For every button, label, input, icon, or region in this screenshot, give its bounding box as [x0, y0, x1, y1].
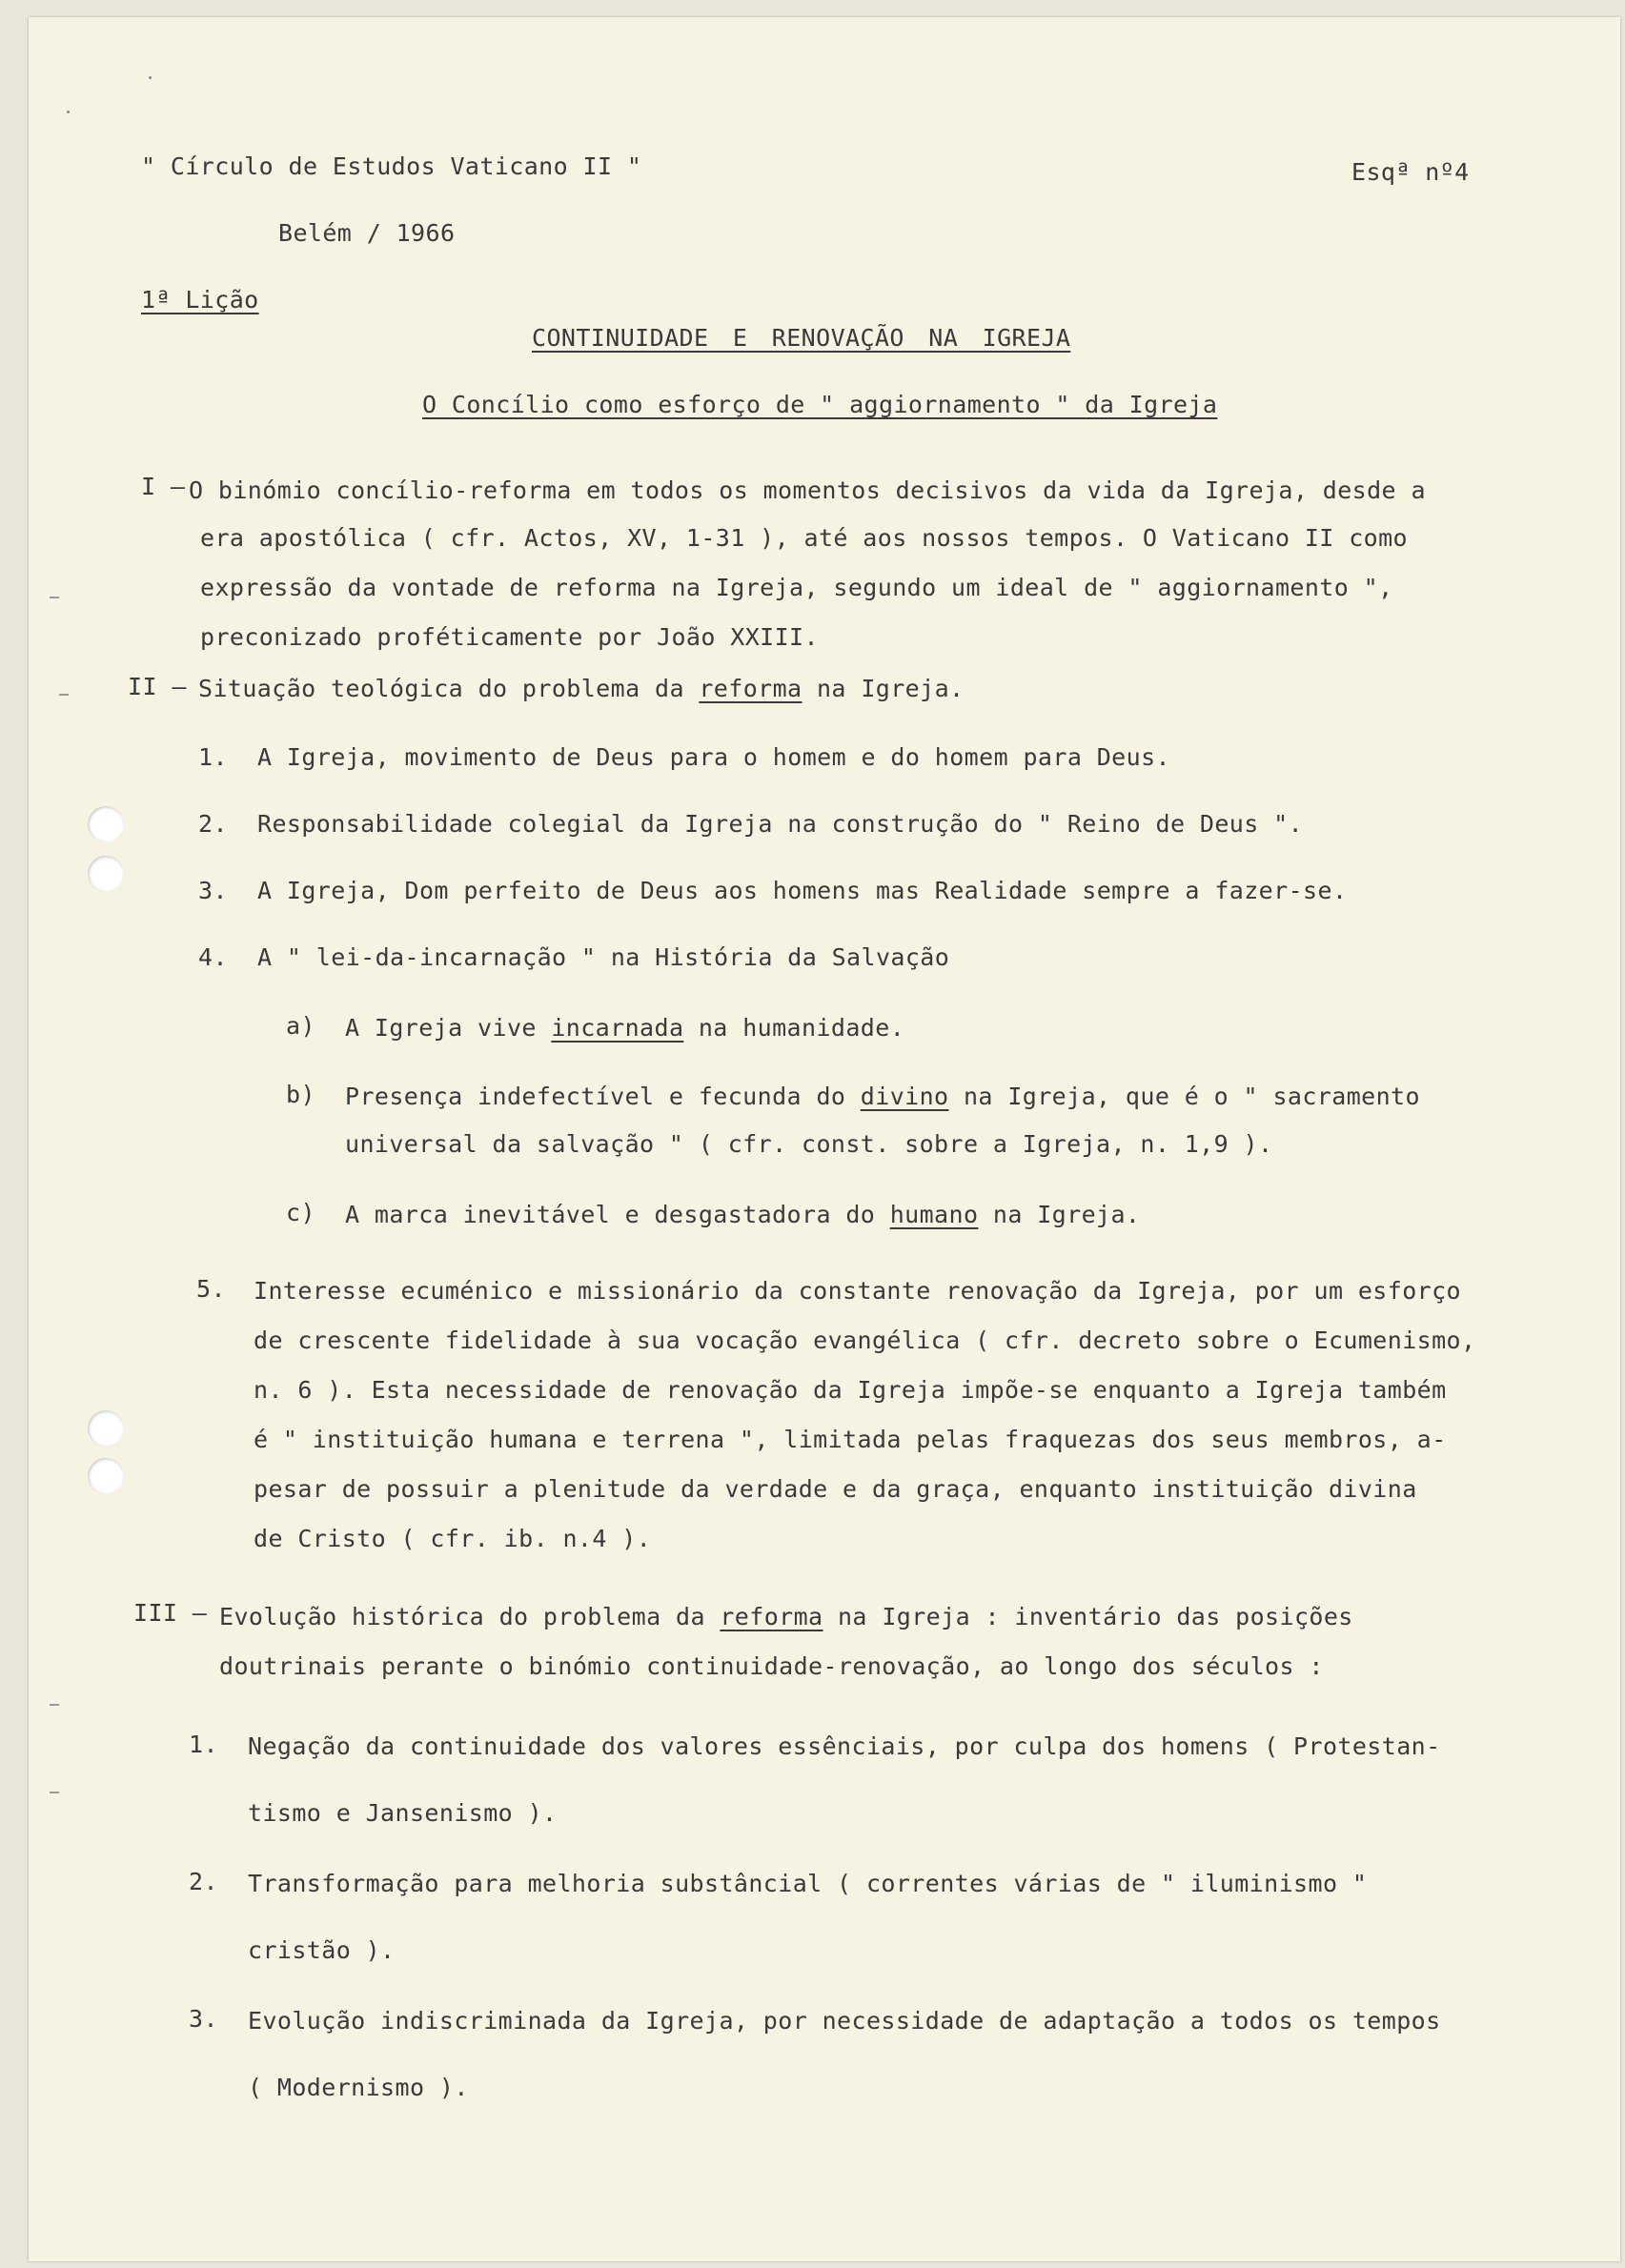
section-number: II – — [128, 673, 187, 700]
margin-mark — [59, 694, 69, 696]
punch-hole — [88, 1410, 124, 1447]
item-text-line: ( Modernismo ). — [248, 2074, 469, 2101]
item-text: A Igreja, movimento de Deus para o homem e do homem para Deus. — [257, 743, 1170, 771]
punch-hole — [88, 856, 124, 892]
item-text-line: de crescente fidelidade à sua vocação evangélica ( cfr. decreto sobre o Ecumenismo, — [254, 1326, 1476, 1354]
subitem-text: A marca inevitável e desgastadora do humano na Igreja. — [345, 1201, 1141, 1228]
item-text-line: n. 6 ). Esta necessidade de renovação da Igreja impõe-se enquanto a Igreja também — [254, 1376, 1447, 1404]
heading-emphasis: reforma — [699, 675, 802, 702]
circle-name: " Círculo de Estudos Vaticano II " — [141, 152, 642, 180]
item-number: 1. — [198, 743, 228, 771]
document-title: CONTINUIDADE E RENOVAÇÃO NA IGREJA — [532, 324, 1071, 352]
subitem-text-line: universal da salvação " ( cfr. const. sobre a Igreja, n. 1,9 ). — [345, 1130, 1273, 1158]
lesson-label: 1ª Lição — [141, 286, 259, 314]
item-text-line: cristão ). — [248, 1936, 396, 1964]
item-text-line: é " instituição humana e terrena ", limitada pelas fraquezas dos seus membros, a- — [254, 1426, 1447, 1453]
item-text: A Igreja, Dom perfeito de Deus aos homens mas Realidade sempre a fazer-se. — [257, 877, 1348, 904]
margin-mark — [50, 1704, 59, 1706]
item-text-line: Negação da continuidade dos valores essênciais, por culpa dos homens ( Protestan- — [248, 1732, 1441, 1760]
document-reference: Esqª nº4 — [1351, 158, 1470, 186]
item-number: 2. — [198, 810, 228, 838]
margin-mark — [50, 1792, 59, 1793]
punch-hole — [88, 1458, 124, 1494]
heading-text: na Igreja. — [802, 675, 965, 702]
section-text-line: expressão da vontade de reforma na Igreja, segundo um ideal de " aggiornamento ", — [200, 574, 1393, 601]
item-number: 3. — [189, 2005, 218, 2033]
section-heading — [198, 675, 964, 702]
subitem-text: Presença indefectível e fecunda do divino na Igreja, que é o " sacramento — [345, 1083, 1420, 1110]
item-text-line: Evolução indiscriminada da Igreja, por necessidade de adaptação a todos os tempos — [248, 2007, 1441, 2035]
section-text-line: era apostólica ( cfr. Actos, XV, 1-31 ), até aos nossos tempos. O Vaticano II como — [200, 524, 1409, 552]
place-date: Belém / 1966 — [278, 219, 456, 247]
heading-text: Situação teológica do problema da — [198, 675, 700, 702]
subitem-text: A Igreja vive incarnada na humanidade. — [345, 1014, 905, 1042]
item-text-line: tismo e Jansenismo ). — [248, 1799, 558, 1827]
section-text-line: preconizado proféticamente por João XXIII. — [200, 623, 819, 651]
item-number: 1. — [189, 1731, 218, 1758]
subitem-letter: c) — [286, 1199, 315, 1226]
item-text-line: pesar de possuir a plenitude da verdade e da graça, enquanto instituição divina — [254, 1475, 1417, 1503]
section-number: III – — [133, 1599, 208, 1627]
punch-hole — [88, 806, 124, 842]
subitem-letter: b) — [286, 1081, 315, 1108]
item-number: 4. — [198, 943, 228, 971]
document-subtitle: O Concílio como esforço de " aggiornamento " da Igreja — [422, 391, 1218, 418]
speck — [149, 76, 152, 79]
section-heading: Evolução histórica do problema da reforma na Igreja : inventário das posições — [219, 1603, 1353, 1630]
item-text-line: Interesse ecuménico e missionário da constante renovação da Igreja, por um esforço — [254, 1277, 1462, 1305]
document-page — [29, 17, 1620, 2261]
margin-mark — [50, 597, 59, 598]
item-number: 2. — [189, 1868, 218, 1895]
item-text-line: Transformação para melhoria substâncial ( correntes várias de " iluminismo " — [248, 1870, 1368, 1897]
item-text-line: de Cristo ( cfr. ib. n.4 ). — [254, 1525, 652, 1552]
section-heading-line: doutrinais perante o binómio continuidade-renovação, ao longo dos séculos : — [219, 1652, 1324, 1680]
section-number: I – — [141, 473, 186, 500]
item-number: 5. — [196, 1275, 226, 1303]
item-text: A " lei-da-incarnação " na História da Salvação — [257, 943, 950, 971]
subitem-letter: a) — [286, 1012, 315, 1040]
item-number: 3. — [198, 877, 228, 904]
item-text: Responsabilidade colegial da Igreja na construção do " Reino de Deus ". — [257, 810, 1304, 838]
speck — [67, 111, 70, 113]
section-text-line: O binómio concílio-reforma em todos os momentos decisivos da vida da Igreja, desde a — [189, 476, 1426, 504]
